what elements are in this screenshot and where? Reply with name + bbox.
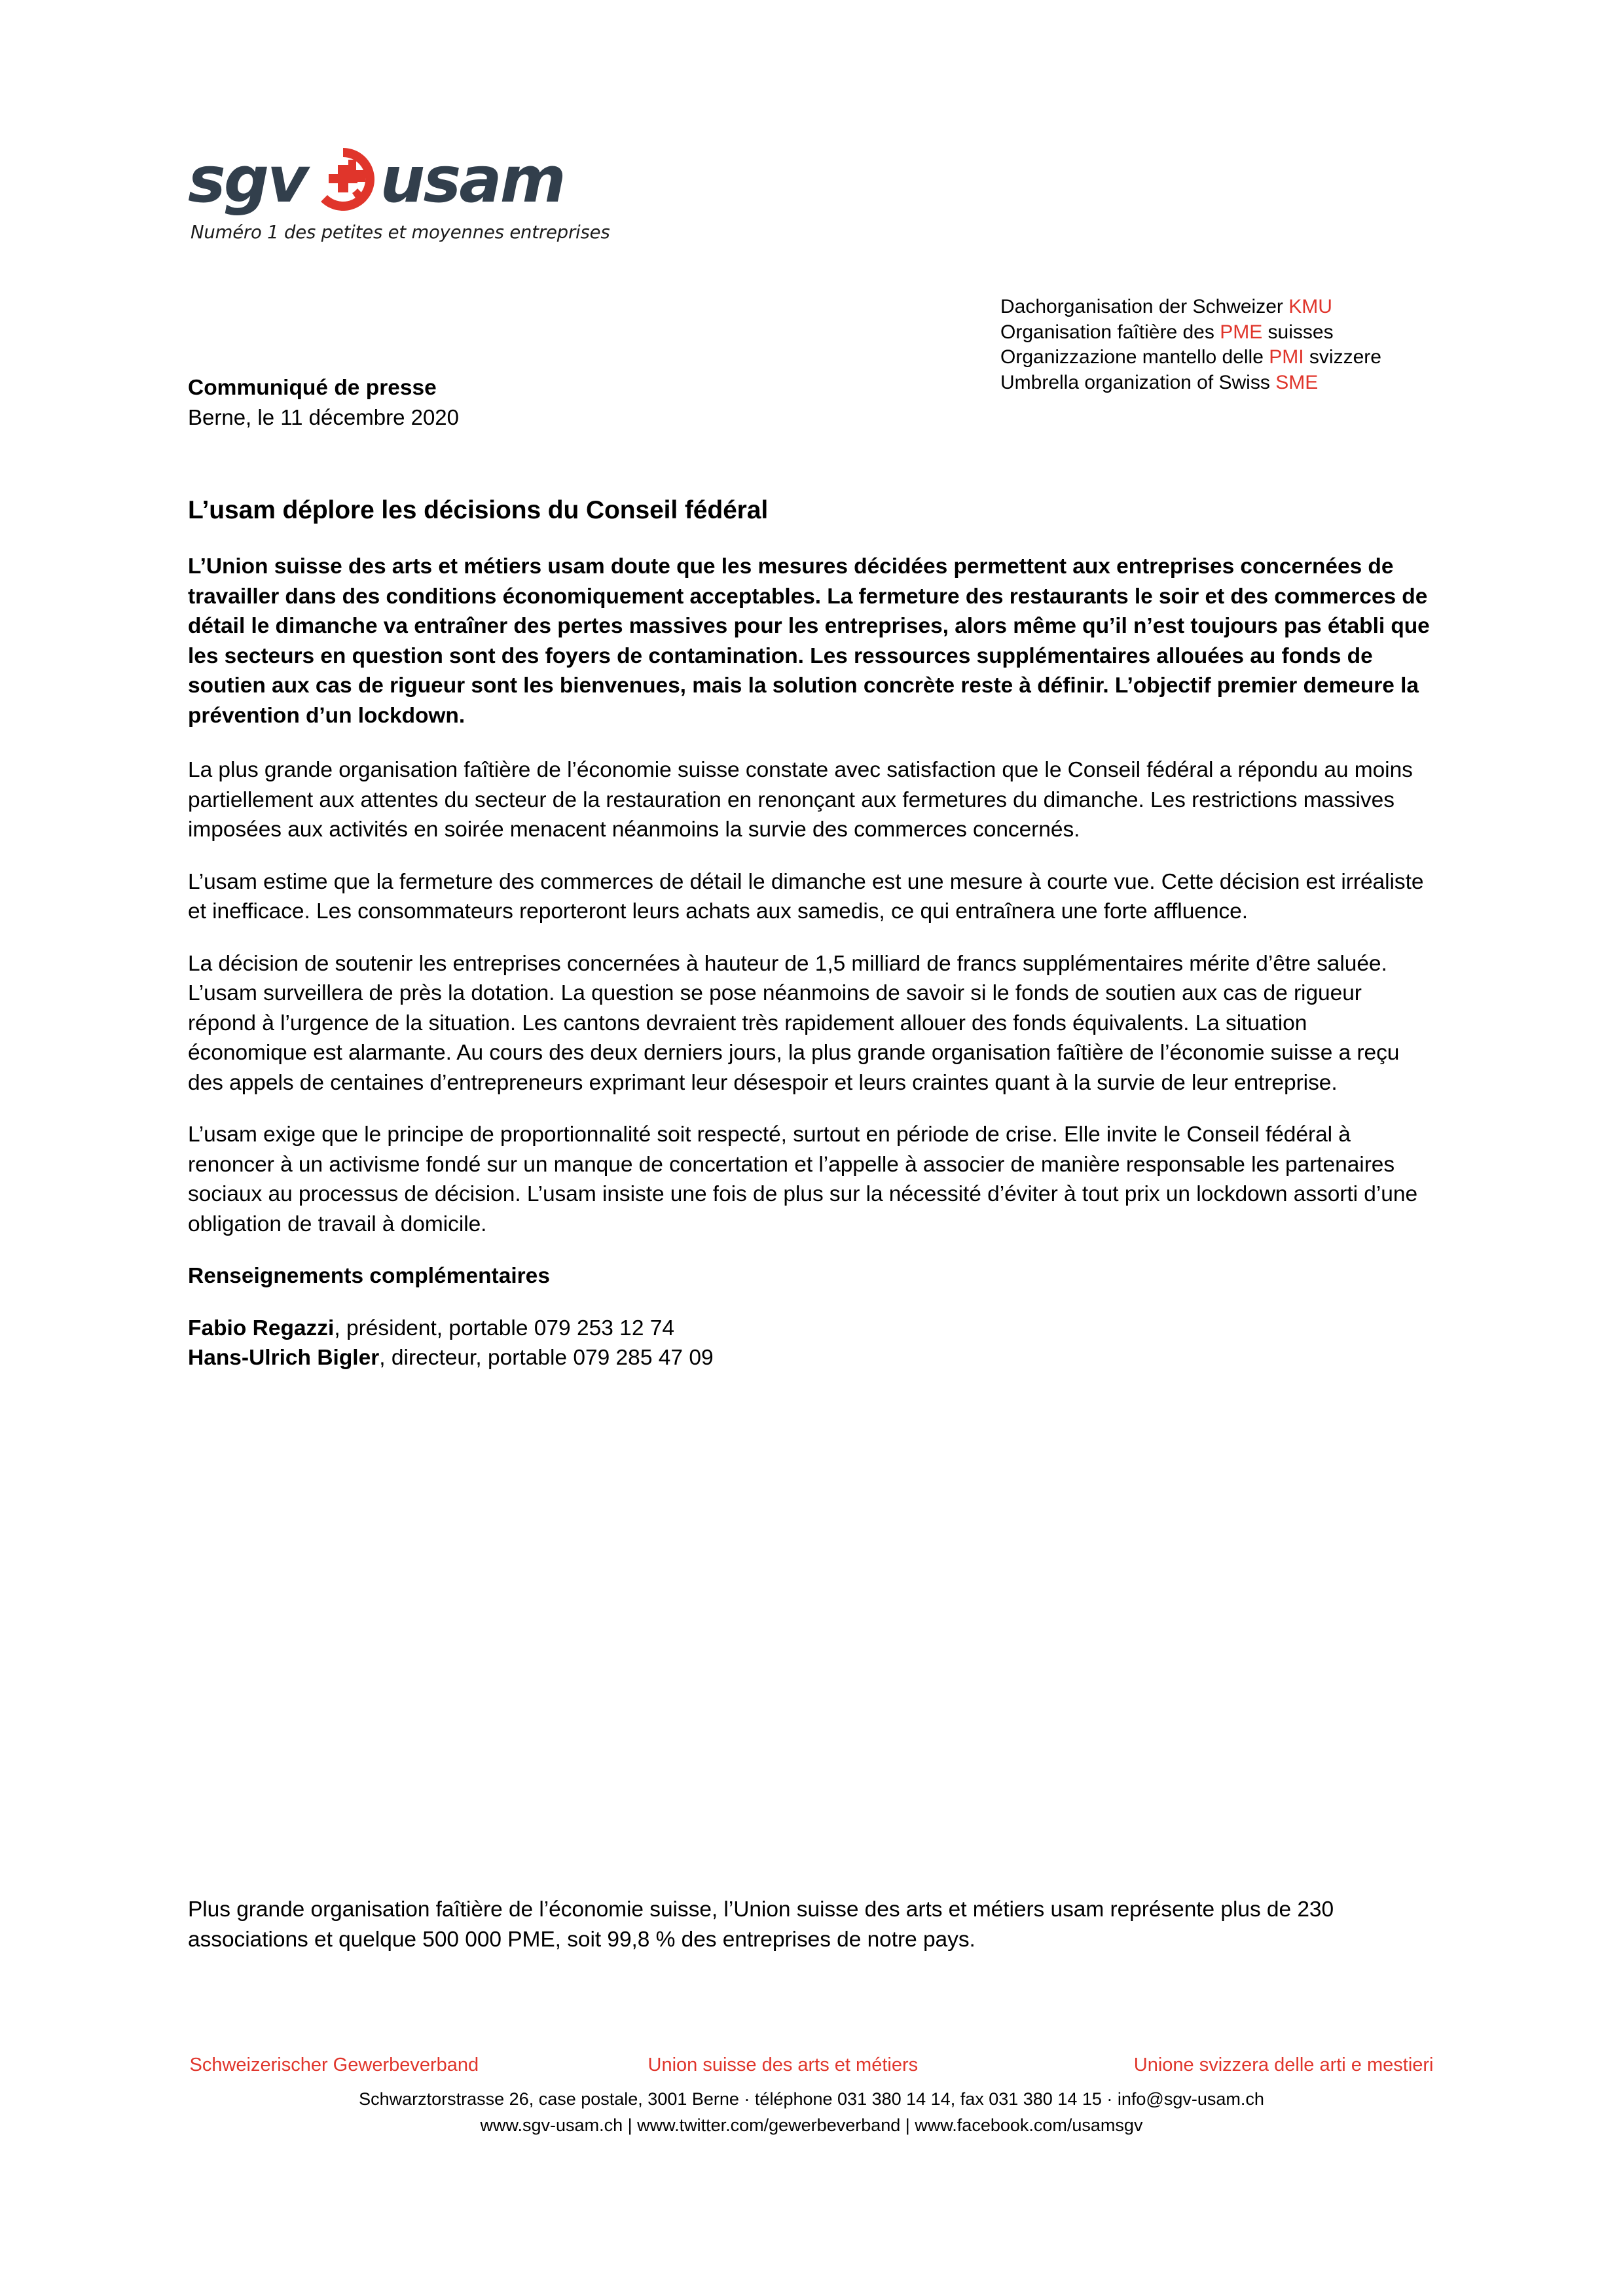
body-paragraph: La décision de soutenir les entreprises concernées à hauteur de 1,5 milliard de francs supplémentaires mérite d’être saluée. L’usam surveillera de près la dotation. La question se pose néanmoins de savoir si le fonds de soutien aux cas de rigueur répond à l’urgence de la situation. Les cantons devraient très rapidement allouer des fonds équivalents. La situation économique est alarmante. Au cours des deux derniers jours, la plus grande organisation faîtière de l’économie suisse a reçu des appels de centaines d’entrepreneurs exprimant leur désespoir et leurs craintes quant à la survie de leur entreprise.: [188, 951, 1400, 1095]
header-highlight-pmi: PMI: [1269, 346, 1304, 368]
contacts-heading: Renseignements complémentaires: [188, 1264, 550, 1288]
body-paragraph: L’usam exige que le principe de proportionnalité soit respecté, surtout en période de crise. Elle invite le Conseil fédéral à renoncer à un activisme fondé sur un manque de concertation et l’appelle à associer de manière responsable les partenaires sociaux au processus de décision. L’usam insiste une fois de plus sur la nécessité d’éviter à tout prix un lockdown assorti d’une obligation de travail à domicile.: [188, 1122, 1418, 1236]
logo-word-usam: usam: [380, 142, 564, 217]
sgv-usam-logo: [188, 141, 610, 243]
swiss-cross-circle-icon: [308, 144, 378, 215]
contact-name: Fabio Regazzi: [188, 1316, 335, 1340]
logo-word-sgv: sgv: [188, 142, 307, 217]
lead-paragraph: L’Union suisse des arts et métiers usam doute que les mesures décidées permettent aux entreprises concernées de travailler dans des conditions économiquement acceptables. La fermeture des restaurants le soir et des commerces de détail le dimanche va entraîner des pertes massives pour les entreprises, alors même qu’il n’est toujours pas établi que les secteurs en question sont des foyers de contamination. Les ressources supplémentaires allouées au fonds de soutien aux cas de rigueur sont les bienvenues, mais la solution concrète reste à définir. L’objectif premier demeure la prévention d’un lockdown.: [188, 554, 1430, 728]
document-meta: [188, 373, 1432, 432]
footer-address-line: Schwarztorstrasse 26, case postale, 3001 Berne · téléphone 031 380 14 14, fax 031 380 14 15 · info@sgv-usam.ch: [359, 2089, 1264, 2109]
body-paragraphs: [188, 755, 1432, 1239]
footer-web-line: www.sgv-usam.ch | www.twitter.com/gewerbeverband | www.facebook.com/usamsgv: [480, 2115, 1143, 2135]
contact-details: , président, portable 079 253 12 74: [334, 1316, 675, 1340]
header-language-line-de: Dachorganisation der Schweizer KMU: [1000, 296, 1332, 317]
contact-name: Hans-Ulrich Bigler: [188, 1346, 380, 1370]
body-paragraph: La plus grande organisation faîtière de l’économie suisse constate avec satisfaction que le Conseil fédéral a répondu au moins partiellement aux attentes du secteur de la restauration en renonçant aux fermetures du dimanche. Les restrictions massives imposées aux activités en soirée menacent néanmoins la survie des commerces concernés.: [188, 758, 1413, 842]
header-language-line-it: Organizzazione mantello delle PMI svizzere: [1000, 346, 1381, 368]
logo-tagline: Numéro 1 des petites et moyennes entreprises: [191, 222, 610, 243]
contacts-block: [188, 1261, 1432, 1373]
title-block: [188, 494, 1432, 527]
boilerplate-paragraph: Plus grande organisation faîtière de l’économie suisse, l’Union suisse des arts et métiers usam représente plus de 230 associations et quelque 500 000 PME, soit 99,8 % des entreprises de notre pays.: [188, 1897, 1334, 1952]
lead-block: [188, 552, 1432, 730]
header-language-line-en: Umbrella organization of Swiss SME: [1000, 371, 1319, 393]
contact-entry: [188, 1314, 1432, 1344]
contact-details: , directeur, portable 079 285 47 09: [379, 1346, 714, 1370]
header-highlight-kmu: KMU: [1288, 296, 1332, 317]
footer-contact-lines: [0, 2086, 1623, 2138]
document-body: [188, 373, 1432, 1373]
footer-org-fr: Union suisse des arts et métiers: [647, 2054, 919, 2075]
header-highlight-pme: PME: [1220, 321, 1263, 343]
footer-org-names: [190, 2052, 1434, 2078]
body-paragraph: L’usam estime que la fermeture des commerces de détail le dimanche est une mesure à courte vue. Cette décision est irréaliste et inefficace. Les consommateurs reporteront leurs achats aux samedis, ce qui entraînera une forte affluence.: [188, 869, 1424, 924]
footer-org-it: Unione svizzera delle arti e mestieri: [1133, 2054, 1434, 2075]
document-footer: [0, 2052, 1623, 2138]
header-language-line-fr: Organisation faîtière des PME suisses: [1000, 321, 1334, 343]
contacts-list: [188, 1314, 1432, 1373]
document-type-label: Communiqué de presse: [188, 376, 437, 400]
logo-wordmark: [188, 141, 607, 218]
page-title: L’usam déplore les décisions du Conseil fédéral: [188, 496, 769, 524]
document-place-date: Berne, le 11 décembre 2020: [188, 405, 459, 429]
contact-entry: [188, 1343, 1432, 1373]
header-highlight-sme: SME: [1275, 371, 1319, 393]
footer-org-de: Schweizerischer Gewerbeverband: [189, 2054, 479, 2075]
